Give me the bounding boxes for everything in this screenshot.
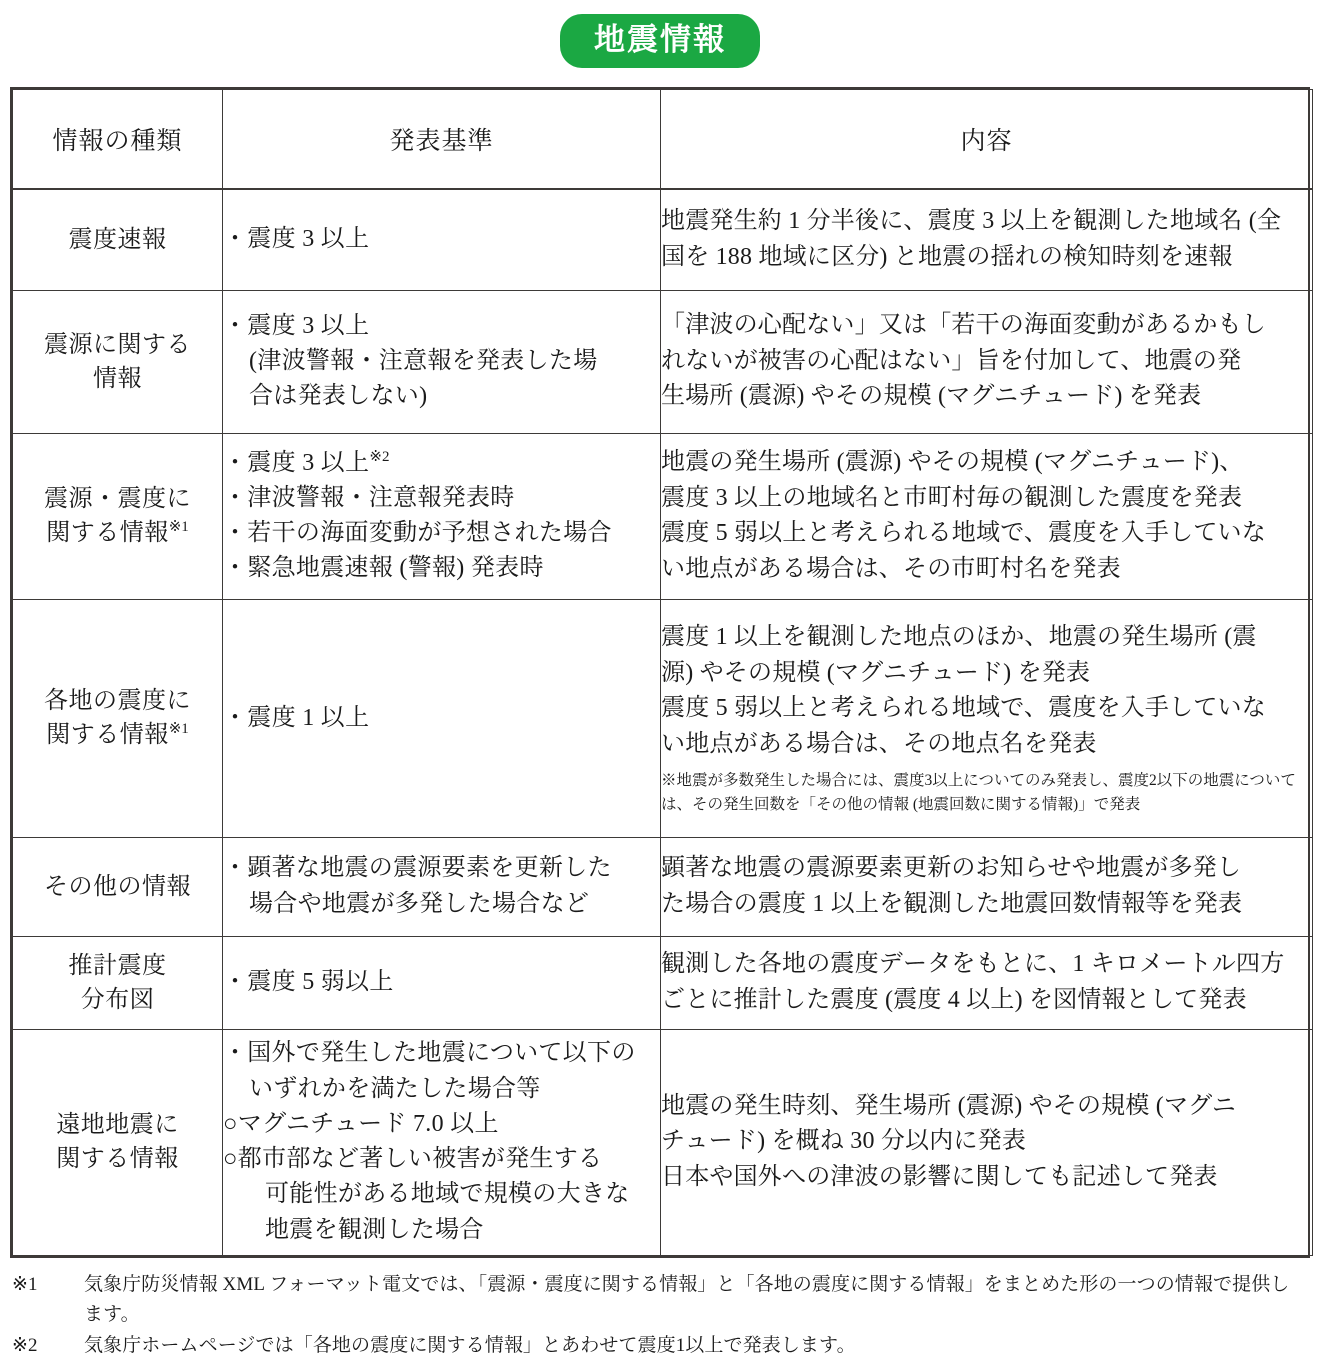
cell-content: 「津波の心配ない」又は「若干の海面変動があるかもし れないが被害の心配はない」旨を付加して、地震の発 生場所 (震源) やその規模 (マグニチュード) を発表 bbox=[661, 290, 1313, 433]
footnote-item bbox=[12, 1331, 1308, 1362]
cell-kind: 各地の震度に 関する情報$^{※1}$ bbox=[13, 599, 223, 837]
earthquake-information-table-container bbox=[10, 87, 1310, 1258]
table-row bbox=[13, 936, 1313, 1029]
cell-content: 地震の発生時刻、発生場所 (震源) やその規模 (マグニ チュード) を概ね 30 分以内に発表 日本や国外への津波の影響に関しても記述して発表 bbox=[661, 1029, 1313, 1255]
cell-content-note: ※地震が多数発生した場合には、震度3以上についてのみ発表し、震度2以下の地震については、その発生回数を「その他の情報 (地震回数に関する情報)」で発表 bbox=[661, 772, 1296, 813]
footnote-text: 気象庁防災情報 XML フォーマット電文では、「震源・震度に関する情報」と「各地の震度に関する情報」をまとめた形の一つの情報で提供します。 bbox=[84, 1273, 1290, 1326]
footnotes bbox=[12, 1270, 1308, 1362]
cell-criteria: ・震度 1 以上 bbox=[223, 599, 661, 837]
column-header-kind: 情報の種類 bbox=[13, 89, 223, 189]
cell-kind: 震源・震度に 関する情報$^{※1}$ bbox=[13, 433, 223, 599]
footnote-mark: ※2 bbox=[12, 1335, 38, 1357]
table-header-row bbox=[13, 89, 1313, 189]
table-row bbox=[13, 837, 1313, 936]
table-body bbox=[13, 189, 1313, 1256]
cell-criteria: ・顕著な地震の震源要素を更新した 場合や地震が多発した場合など bbox=[223, 837, 661, 936]
table-row bbox=[13, 599, 1313, 837]
cell-criteria: ・国外で発生した地震について以下の いずれかを満たした場合等 ○マグニチュード 7.0 以上 ○都市部など著しい被害が発生する 可能性がある地域で規模の大きな 地震を観測した場合 bbox=[223, 1029, 661, 1255]
column-header-content: 内容 bbox=[661, 89, 1313, 189]
cell-content: 地震発生約 1 分半後に、震度 3 以上を観測した地域名 (全 国を 188 地域に区分) と地震の揺れの検知時刻を速報 bbox=[661, 189, 1313, 291]
cell-kind: その他の情報 bbox=[13, 837, 223, 936]
table-row bbox=[13, 290, 1313, 433]
table-row bbox=[13, 1029, 1313, 1255]
cell-criteria: ・震度 3 以上$^{※2}$ ・津波警報・注意報発表時 ・若干の海面変動が予想された場合 ・緊急地震速報 (警報) 発表時 bbox=[223, 433, 661, 599]
footnote-item bbox=[12, 1270, 1308, 1332]
page-title-badge: 地震情報 bbox=[560, 14, 760, 68]
footnote-text: 気象庁ホームページでは「各地の震度に関する情報」とあわせて震度1以上で発表します。 bbox=[84, 1335, 856, 1357]
cell-content: 地震の発生場所 (震源) やその規模 (マグニチュード)、 震度 3 以上の地域名と市町村毎の観測した震度を発表 震度 5 弱以上と考えられる地域で、震度を入手していな い地点がある場合は、その市町村名を発表 bbox=[661, 433, 1313, 599]
cell-kind: 推計震度 分布図 bbox=[13, 936, 223, 1029]
cell-kind: 震源に関する 情報 bbox=[13, 290, 223, 433]
cell-kind: 遠地地震に 関する情報 bbox=[13, 1029, 223, 1255]
cell-criteria: ・震度 5 弱以上 bbox=[223, 936, 661, 1029]
title-bar bbox=[0, 0, 1320, 68]
cell-criteria: ・震度 3 以上 bbox=[223, 189, 661, 291]
cell-criteria: ・震度 3 以上 (津波警報・注意報を発表した場 合は発表しない) bbox=[223, 290, 661, 433]
table-row bbox=[13, 189, 1313, 291]
cell-content: 観測した各地の震度データをもとに、1 キロメートル四方 ごとに推計した震度 (震度 4 以上) を図情報として発表 bbox=[661, 936, 1313, 1029]
cell-kind: 震度速報 bbox=[13, 189, 223, 291]
earthquake-information-table bbox=[12, 89, 1313, 1256]
cell-content: 顕著な地震の震源要素更新のお知らせや地震が多発し た場合の震度 1 以上を観測した地震回数情報等を発表 bbox=[661, 837, 1313, 936]
table-row bbox=[13, 433, 1313, 599]
cell-content: 震度 1 以上を観測した地点のほか、地震の発生場所 (震 源) やその規模 (マグニチュード) を発表 震度 5 弱以上と考えられる地域で、震度を入手していな い地点がある場合は、その地点名を発表 ※地震が多数発生した場合には、震度3以上についてのみ発表し、震度2以下の地震については、その発生回数を「その他の情報 (地震回数に関する情報)」で発表 bbox=[661, 599, 1313, 837]
column-header-criteria: 発表基準 bbox=[223, 89, 661, 189]
footnote-mark: ※1 bbox=[12, 1273, 38, 1295]
